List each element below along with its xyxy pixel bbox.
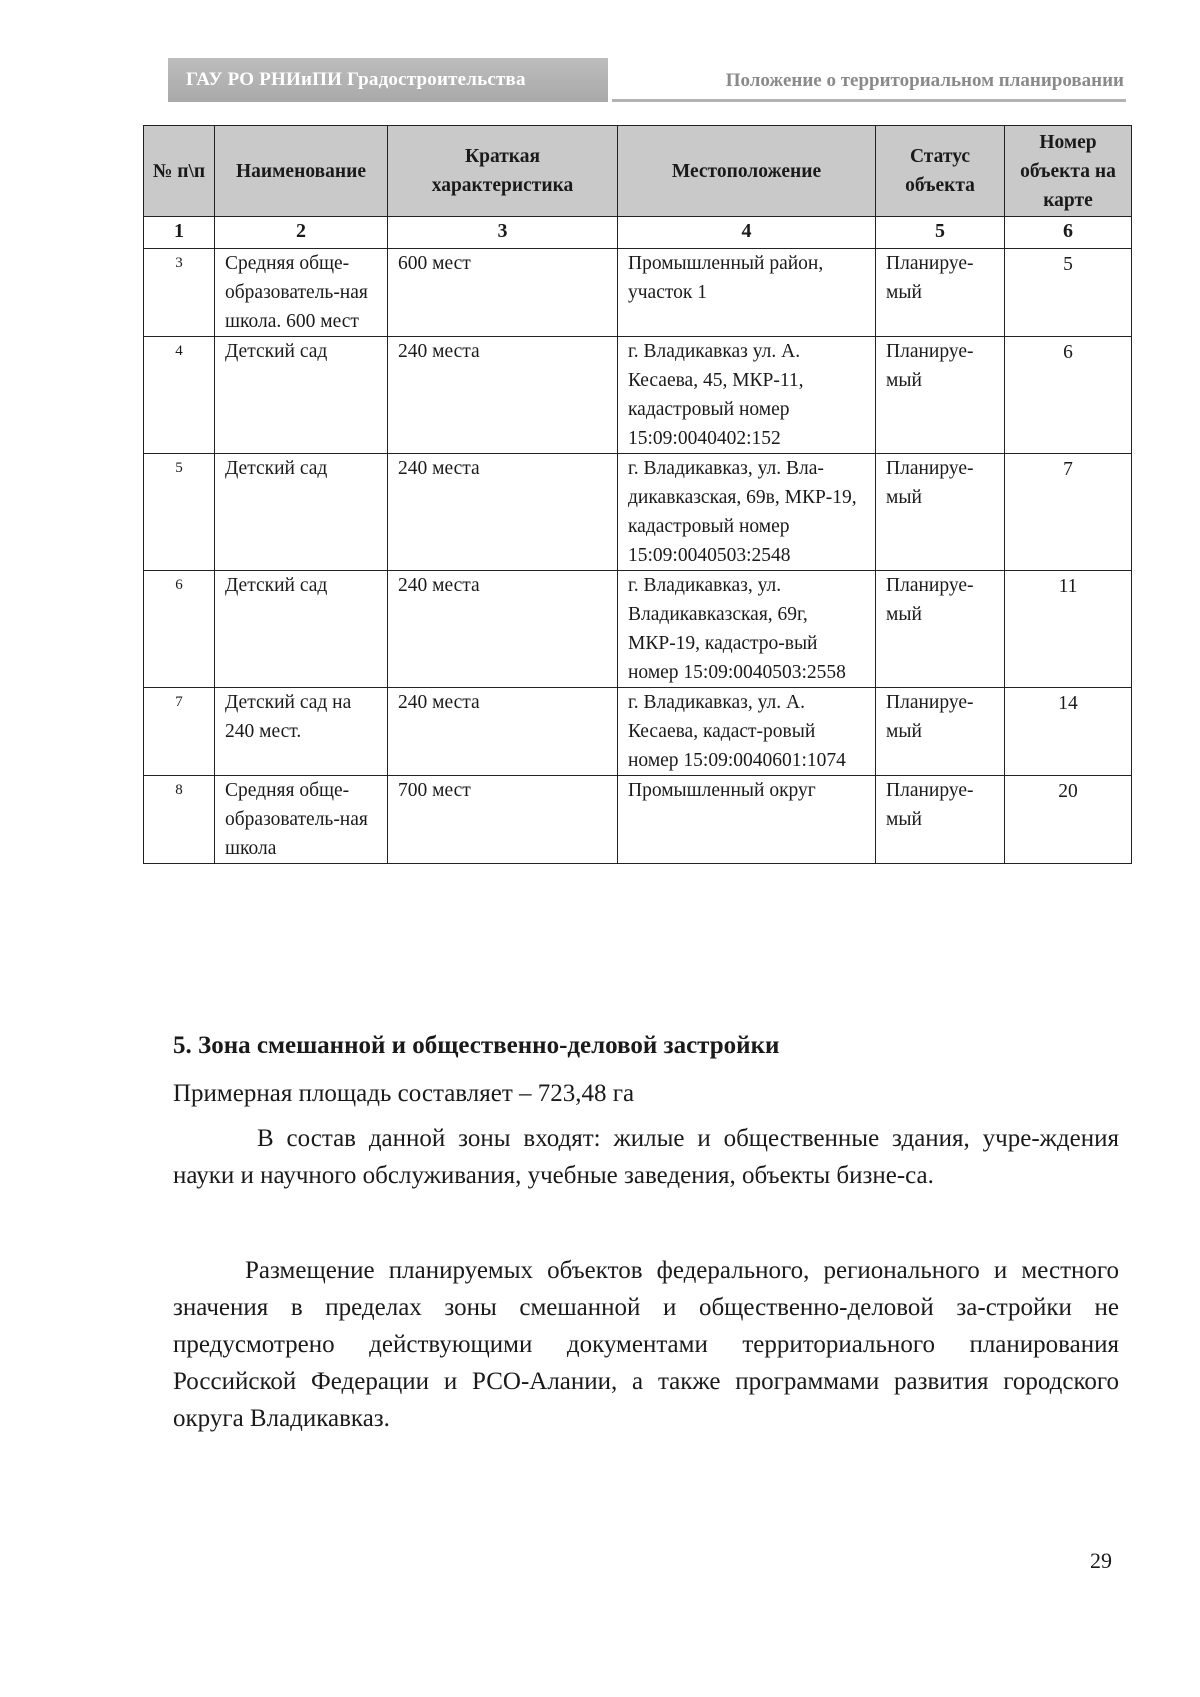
table-header-row bbox=[144, 126, 1132, 217]
col-number: 6 bbox=[1005, 217, 1132, 249]
table-row bbox=[144, 688, 1132, 776]
table-row bbox=[144, 571, 1132, 688]
row-desc: 600 мест bbox=[388, 249, 618, 337]
row-status: Планируе-мый bbox=[876, 776, 1005, 864]
header-org: ГАУ РО РНИиПИ Градостроительства bbox=[186, 69, 526, 90]
col-number: 2 bbox=[215, 217, 388, 249]
row-location: Промышленный округ bbox=[618, 776, 876, 864]
col-number: 3 bbox=[388, 217, 618, 249]
table-row bbox=[144, 776, 1132, 864]
table-row bbox=[144, 454, 1132, 571]
row-num: 7 bbox=[144, 688, 215, 776]
header-doc-title: Положение о территориальном планировании bbox=[612, 66, 1126, 102]
header-org-bar bbox=[168, 58, 608, 102]
row-num: 4 bbox=[144, 337, 215, 454]
row-name: Средняя обще-образователь-ная школа bbox=[215, 776, 388, 864]
row-map-number: 11 bbox=[1005, 571, 1132, 688]
row-num: 8 bbox=[144, 776, 215, 864]
row-map-number: 5 bbox=[1005, 249, 1132, 337]
row-location: г. Владикавказ ул. А. Кесаева, 45, МКР-11, кадастровый номер 15:09:0040402:152 bbox=[618, 337, 876, 454]
row-status: Планируе-мый bbox=[876, 249, 1005, 337]
objects-table bbox=[143, 125, 1132, 864]
row-status: Планируе-мый bbox=[876, 337, 1005, 454]
col-header-num: № п\п bbox=[144, 126, 215, 217]
col-number: 1 bbox=[144, 217, 215, 249]
col-number: 4 bbox=[618, 217, 876, 249]
row-num: 3 bbox=[144, 249, 215, 337]
row-status: Планируе-мый bbox=[876, 571, 1005, 688]
row-name: Детский сад bbox=[215, 571, 388, 688]
col-number: 5 bbox=[876, 217, 1005, 249]
row-desc: 700 мест bbox=[388, 776, 618, 864]
row-desc: 240 места bbox=[388, 688, 618, 776]
row-name: Детский сад bbox=[215, 454, 388, 571]
row-location: г. Владикавказ, ул. Владикавказская, 69г, МКР-19, кадастро-вый номер 15:09:0040503:2558 bbox=[618, 571, 876, 688]
table-row bbox=[144, 337, 1132, 454]
table-colnum-row bbox=[144, 217, 1132, 249]
col-header-status: Статус объекта bbox=[876, 126, 1005, 217]
table-row bbox=[144, 249, 1132, 337]
row-location: г. Владикавказ, ул. А. Кесаева, кадаст-ровый номер 15:09:0040601:1074 bbox=[618, 688, 876, 776]
col-header-map: Номер объекта на карте bbox=[1005, 126, 1132, 217]
row-location: г. Владикавказ, ул. Вла-дикавказская, 69в, МКР-19, кадастровый номер 15:09:0040503:2548 bbox=[618, 454, 876, 571]
row-map-number: 14 bbox=[1005, 688, 1132, 776]
row-status: Планируе-мый bbox=[876, 688, 1005, 776]
page-number: 29 bbox=[1090, 1548, 1112, 1573]
row-name: Средняя обще-образователь-ная школа. 600 мест bbox=[215, 249, 388, 337]
row-location: Промышленный район, участок 1 bbox=[618, 249, 876, 337]
row-name: Детский сад на 240 мест. bbox=[215, 688, 388, 776]
col-header-name: Наименование bbox=[215, 126, 388, 217]
row-desc: 240 места bbox=[388, 337, 618, 454]
zone-area: Примерная площадь составляет – 723,48 га bbox=[173, 1080, 635, 1107]
row-name: Детский сад bbox=[215, 337, 388, 454]
row-desc: 240 места bbox=[388, 454, 618, 571]
row-num: 5 bbox=[144, 454, 215, 571]
col-header-location: Местоположение bbox=[618, 126, 876, 217]
row-map-number: 20 bbox=[1005, 776, 1132, 864]
row-map-number: 7 bbox=[1005, 454, 1132, 571]
row-desc: 240 места bbox=[388, 571, 618, 688]
row-num: 6 bbox=[144, 571, 215, 688]
zone-composition-paragraph: В состав данной зоны входят: жилые и общественные здания, учре-ждения науки и научного обслуживания, учебные заведения, объекты бизне-са. bbox=[173, 1125, 1119, 1189]
row-status: Планируе-мый bbox=[876, 454, 1005, 571]
col-header-desc: Краткая характеристика bbox=[388, 126, 618, 217]
section-title: 5. Зона смешанной и общественно-деловой застройки bbox=[173, 1032, 780, 1059]
row-map-number: 6 bbox=[1005, 337, 1132, 454]
zone-placement-paragraph: Размещение планируемых объектов федерального, регионального и местного значения в пределах зоны смешанной и общественно-деловой за-стройки не предусмотрено действующими документами территориального планирования Российской Федерации и РСО-Алании, а также программами развития городского округа Владикавказ. bbox=[173, 1257, 1119, 1432]
